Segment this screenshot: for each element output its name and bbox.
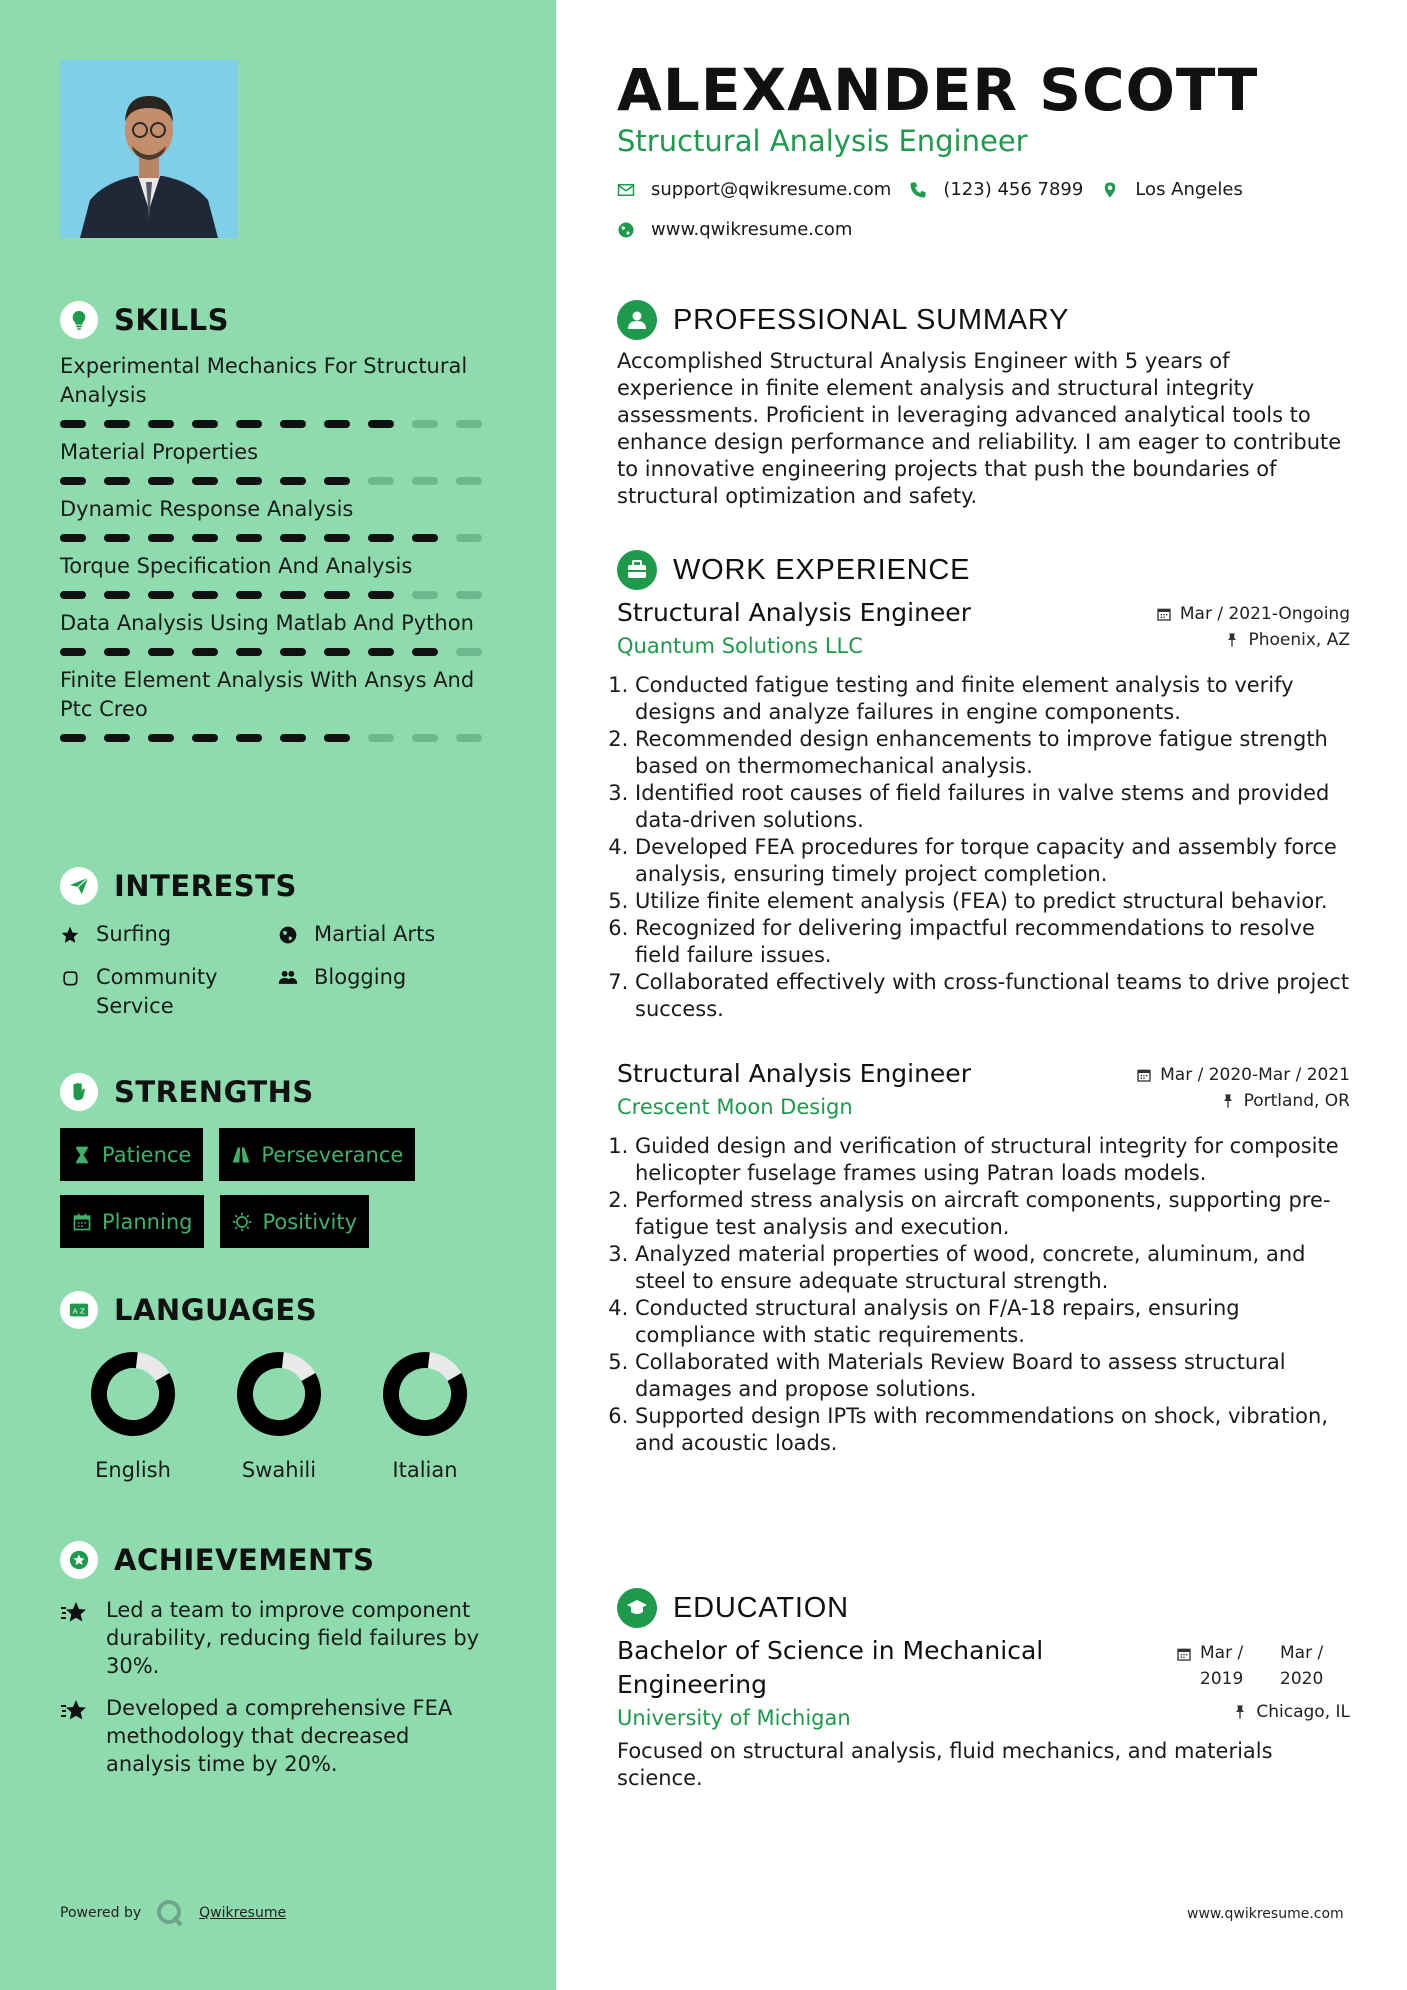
- strengths-title: STRENGTHS: [114, 1075, 314, 1109]
- strengths-header: [60, 1070, 500, 1114]
- summary-header: [617, 298, 1350, 342]
- skill-dot: [104, 591, 130, 599]
- phone-icon: [909, 181, 927, 199]
- duty-item: 7. Collaborated effectively with cross-functional teams to drive project success.: [635, 969, 1350, 1023]
- skill-dot: [104, 648, 130, 656]
- skill-dot: [192, 420, 218, 428]
- website-text: www.qwikresume.com: [651, 219, 853, 240]
- skill-dot: [280, 534, 306, 542]
- email-contact[interactable]: [617, 178, 891, 202]
- skill-dot: [368, 477, 394, 485]
- qwikresume-link[interactable]: Qwikresume: [199, 1905, 287, 1921]
- skill-item: [60, 352, 500, 428]
- work-header: [617, 548, 1350, 592]
- sun-icon: [232, 1212, 252, 1232]
- education-location-text: Chicago, IL: [1256, 1702, 1350, 1722]
- interest-label: Blogging: [314, 965, 407, 989]
- skills-section: [60, 298, 500, 742]
- interest-label: Martial Arts: [314, 922, 436, 946]
- job-duties: [617, 672, 1350, 1023]
- pin-icon: [1232, 1704, 1248, 1720]
- skill-dot: [148, 648, 174, 656]
- contact-info: [617, 178, 1261, 242]
- jobs-list: [617, 596, 1350, 1457]
- trophy-star-icon: [60, 1541, 98, 1579]
- skill-dot: [324, 648, 350, 656]
- skill-name: Dynamic Response Analysis: [60, 497, 354, 521]
- skill-dot: [368, 734, 394, 742]
- hourglass-icon: [72, 1145, 92, 1165]
- language-ring: [381, 1350, 469, 1438]
- duty-item: 3. Analyzed material properties of wood, concrete, aluminum, and steel to ensure adequate structural strength.: [635, 1241, 1350, 1295]
- language-name: Italian: [392, 1458, 458, 1482]
- skill-dot: [60, 648, 86, 656]
- education-end: Mar / 2020: [1280, 1643, 1324, 1689]
- achievement-item: [60, 1694, 500, 1778]
- education-start: Mar / 2019: [1200, 1643, 1244, 1689]
- powered-by-label: Powered by: [60, 1905, 142, 1921]
- interest-label: Community Service: [96, 965, 218, 1018]
- strength-badge: [220, 1195, 369, 1248]
- language-ring-fill: [89, 1350, 177, 1438]
- skill-dot: [456, 420, 482, 428]
- job-dates-text: Mar / 2020-Mar / 2021: [1160, 1065, 1350, 1085]
- pin-icon: [1220, 1093, 1236, 1109]
- education-location: [1232, 1702, 1350, 1722]
- job-entry: [617, 596, 1350, 1023]
- skill-rating: [60, 534, 500, 542]
- users-icon: [278, 963, 302, 992]
- strength-label: Positivity: [262, 1209, 357, 1234]
- skill-dot: [60, 534, 86, 542]
- skill-dot: [192, 648, 218, 656]
- strength-badge: [60, 1128, 203, 1181]
- degree-title: Bachelor of Science in Mechanical Engineering: [617, 1636, 1044, 1699]
- skill-name: Material Properties: [60, 440, 259, 464]
- language-ring-fill: [235, 1350, 323, 1438]
- footer-url[interactable]: www.qwikresume.com: [1187, 1906, 1344, 1922]
- skill-dot: [368, 534, 394, 542]
- phone-text: (123) 456 7899: [943, 179, 1084, 200]
- skill-name: Data Analysis Using Matlab And Python: [60, 611, 474, 635]
- language-ring: [235, 1350, 323, 1438]
- star-badge-icon: [60, 1596, 94, 1680]
- duty-item: 1. Conducted fatigue testing and finite element analysis to verify designs and analyze failures in engine components.: [635, 672, 1350, 726]
- skill-dot: [236, 477, 262, 485]
- skill-dot: [412, 648, 438, 656]
- skill-dot: [236, 734, 262, 742]
- globe-icon: [617, 221, 635, 239]
- skill-dot: [236, 420, 262, 428]
- hand-icon: [60, 963, 84, 992]
- skill-dot: [280, 734, 306, 742]
- job-dates-text: Mar / 2021-Ongoing: [1179, 604, 1350, 624]
- interest-item: [278, 963, 478, 1021]
- skill-dot: [456, 591, 482, 599]
- skill-dot: [148, 420, 174, 428]
- interest-item: [60, 920, 278, 949]
- duty-item: 5. Utilize finite element analysis (FEA) to predict structural behavior.: [635, 888, 1350, 915]
- skill-dot: [368, 648, 394, 656]
- achievement-text: Developed a comprehensive FEA methodology that decreased analysis time by 20%.: [106, 1696, 453, 1776]
- profile-photo: [60, 60, 238, 238]
- road-icon: [231, 1145, 251, 1165]
- achievements-header: [60, 1538, 500, 1582]
- skill-item: [60, 495, 500, 542]
- skill-dot: [236, 534, 262, 542]
- star-icon: [60, 920, 84, 949]
- skill-dot: [104, 734, 130, 742]
- skill-dot: [280, 420, 306, 428]
- skill-dot: [280, 477, 306, 485]
- duty-item: 5. Collaborated with Materials Review Board to assess structural damages and propose solutions.: [635, 1349, 1350, 1403]
- location-text: Los Angeles: [1135, 179, 1243, 200]
- skill-dot: [368, 420, 394, 428]
- education-header: [617, 1586, 1350, 1630]
- graduation-icon: [617, 1588, 657, 1628]
- strength-label: Planning: [102, 1209, 193, 1234]
- svg-text:A: A: [72, 1306, 78, 1316]
- skill-dot: [456, 734, 482, 742]
- achievements-title: ACHIEVEMENTS: [114, 1543, 375, 1577]
- skill-dot: [192, 477, 218, 485]
- map-pin-icon: [1101, 181, 1119, 199]
- school-name: University of Michigan: [617, 1706, 851, 1730]
- lightbulb-icon: [60, 301, 98, 339]
- skill-dot: [60, 734, 86, 742]
- job-duties: [617, 1133, 1350, 1457]
- skill-dot: [148, 534, 174, 542]
- pin-icon: [1224, 632, 1240, 648]
- briefcase-icon: [617, 550, 657, 590]
- skill-dot: [324, 591, 350, 599]
- skill-item: [60, 609, 500, 656]
- skill-dot: [412, 534, 438, 542]
- duty-item: 4. Conducted structural analysis on F/A-18 repairs, ensuring compliance with static requirements.: [635, 1295, 1350, 1349]
- calendar-icon: [1136, 1067, 1152, 1083]
- achievement-item: [60, 1596, 500, 1680]
- job-location: [1220, 1091, 1350, 1111]
- skill-dot: [104, 477, 130, 485]
- skill-dot: [192, 534, 218, 542]
- achievement-text: Led a team to improve component durability, reducing field failures by 30%.: [106, 1598, 480, 1678]
- language-name: Swahili: [241, 1458, 317, 1482]
- skill-dot: [148, 734, 174, 742]
- job-title: Structural Analysis Engineer: [617, 598, 971, 627]
- job-title: Structural Analysis Engineer: [617, 1059, 971, 1088]
- education-section: [617, 1586, 1350, 1792]
- skill-dot: [324, 534, 350, 542]
- strength-label: Patience: [102, 1142, 192, 1167]
- fist-icon: [60, 1073, 98, 1111]
- skill-dot: [236, 591, 262, 599]
- skill-dot: [324, 477, 350, 485]
- calendar-icon: [1176, 1646, 1192, 1662]
- duty-item: 2. Recommended design enhancements to improve fatigue strength based on thermomechanical analysis.: [635, 726, 1350, 780]
- qwikresume-logo-icon: [155, 1898, 185, 1928]
- sidebar: [0, 0, 556, 1990]
- star-badge-icon: [60, 1694, 94, 1778]
- interest-item: [60, 963, 278, 1021]
- skill-dot: [412, 734, 438, 742]
- summary-section: [617, 298, 1350, 510]
- skills-list: [60, 352, 500, 742]
- skill-item: [60, 666, 500, 742]
- job-location: [1224, 630, 1350, 650]
- skill-dot: [192, 591, 218, 599]
- job-location-text: Portland, OR: [1243, 1091, 1350, 1111]
- powered-by: [60, 1898, 286, 1928]
- skill-dot: [60, 420, 86, 428]
- phone-contact[interactable]: [909, 178, 1083, 202]
- envelope-icon: [617, 181, 635, 199]
- language-item: [206, 1350, 352, 1482]
- website-contact[interactable]: [617, 218, 852, 242]
- language-ring-fill: [381, 1350, 469, 1438]
- duty-item: 4. Developed FEA procedures for torque capacity and assembly force analysis, ensuring timely project completion.: [635, 834, 1350, 888]
- calendar-icon: [72, 1212, 92, 1232]
- skill-dot: [60, 477, 86, 485]
- skill-dot: [236, 648, 262, 656]
- job-dates: [1136, 1065, 1350, 1085]
- interests-section: [60, 864, 500, 1021]
- interests-title: INTERESTS: [114, 869, 297, 903]
- languages-title: LANGUAGES: [114, 1293, 318, 1327]
- duty-item: 2. Performed stress analysis on aircraft components, supporting pre-fatigue test analysis and execution.: [635, 1187, 1350, 1241]
- languages-list: [60, 1350, 500, 1482]
- language-ring: [89, 1350, 177, 1438]
- company-name: Crescent Moon Design: [617, 1095, 853, 1119]
- skill-name: Finite Element Analysis With Ansys And Ptc Creo: [60, 668, 475, 721]
- duty-item: 1. Guided design and verification of structural integrity for composite helicopter fuselage frames using Patran loads models.: [635, 1133, 1350, 1187]
- summary-text: Accomplished Structural Analysis Engineer with 5 years of experience in finite element analysis and structural integrity assessments. Proficient in leveraging advanced analytical tools to enhance design performance and reliability. I am eager to contribute to innovative engineering projects that push the boundaries of structural optimization and safety.: [617, 349, 1342, 508]
- skill-dot: [456, 477, 482, 485]
- skills-header: [60, 298, 500, 342]
- interest-label: Surfing: [96, 922, 172, 946]
- calendar-icon: [1156, 606, 1172, 622]
- candidate-name: ALEXANDER SCOTT: [617, 56, 1259, 124]
- skill-name: Experimental Mechanics For Structural Analysis: [60, 354, 468, 407]
- interest-item: [278, 920, 478, 949]
- skill-dot: [324, 734, 350, 742]
- skill-dot: [148, 477, 174, 485]
- location-contact: [1101, 178, 1243, 202]
- languages-header: [60, 1288, 500, 1332]
- paper-plane-icon: [60, 867, 98, 905]
- skill-rating: [60, 648, 500, 656]
- candidate-title: Structural Analysis Engineer: [617, 124, 1028, 158]
- skill-rating: [60, 734, 500, 742]
- strength-badge: [60, 1195, 204, 1248]
- skill-dot: [148, 591, 174, 599]
- skill-item: [60, 552, 500, 599]
- duty-item: 6. Recognized for delivering impactful recommendations to resolve field failure issues.: [635, 915, 1350, 969]
- skill-dot: [456, 648, 482, 656]
- work-title: WORK EXPERIENCE: [673, 553, 971, 586]
- language-item: [352, 1350, 498, 1482]
- education-title: EDUCATION: [673, 1591, 849, 1624]
- skill-dot: [456, 534, 482, 542]
- summary-title: PROFESSIONAL SUMMARY: [673, 303, 1070, 336]
- skill-rating: [60, 477, 500, 485]
- languages-section: [60, 1288, 500, 1482]
- work-section: [617, 548, 1350, 1457]
- skill-rating: [60, 591, 500, 599]
- skill-dot: [280, 591, 306, 599]
- skill-rating: [60, 420, 500, 428]
- svg-text:Z: Z: [79, 1306, 85, 1316]
- achievements-section: [60, 1538, 500, 1778]
- job-location-text: Phoenix, AZ: [1248, 630, 1350, 650]
- user-icon: [617, 300, 657, 340]
- strength-badge: [219, 1128, 415, 1181]
- globe-icon: [278, 920, 302, 949]
- skill-item: [60, 438, 500, 485]
- interests-list: [60, 920, 500, 1021]
- strengths-list: [60, 1128, 500, 1248]
- strengths-section: [60, 1070, 500, 1248]
- skill-dot: [104, 534, 130, 542]
- email-text: support@qwikresume.com: [651, 179, 892, 200]
- skill-name: Torque Specification And Analysis: [60, 554, 413, 578]
- skill-dot: [412, 477, 438, 485]
- skills-title: SKILLS: [114, 303, 229, 337]
- skill-dot: [368, 591, 394, 599]
- skill-dot: [60, 591, 86, 599]
- education-description: Focused on structural analysis, fluid mechanics, and materials science.: [617, 1739, 1273, 1790]
- skill-dot: [104, 420, 130, 428]
- duty-item: 6. Supported design IPTs with recommendations on shock, vibration, and acoustic loads.: [635, 1403, 1350, 1457]
- strength-label: Perseverance: [261, 1142, 404, 1167]
- interests-header: [60, 864, 500, 908]
- job-dates: [1156, 604, 1350, 624]
- skill-dot: [412, 591, 438, 599]
- skill-dot: [324, 420, 350, 428]
- duty-item: 3. Identified root causes of field failures in valve stems and provided data-driven solutions.: [635, 780, 1350, 834]
- company-name: Quantum Solutions LLC: [617, 634, 863, 658]
- skill-dot: [192, 734, 218, 742]
- education-dates: [1176, 1640, 1350, 1692]
- language-item: [60, 1350, 206, 1482]
- language-name: English: [95, 1458, 171, 1482]
- skill-dot: [280, 648, 306, 656]
- skill-dot: [412, 420, 438, 428]
- job-entry: [617, 1057, 1350, 1457]
- translate-icon: [60, 1291, 98, 1329]
